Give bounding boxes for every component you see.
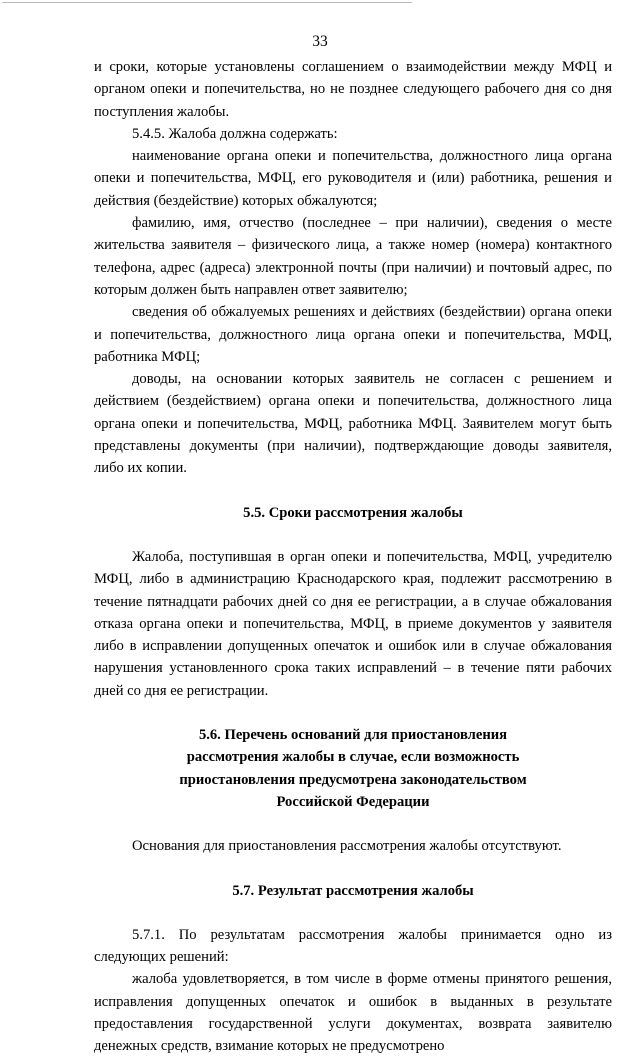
paragraph-item-appealed-decisions: сведения об обжалуемых решениях и действиях (бездействии) органа опеки и попечительства, должностного лица органа опеки и попечительства, МФЦ, работника МФЦ; bbox=[94, 304, 612, 365]
section-heading-5-6-line-4: Российской Федерации bbox=[276, 793, 430, 810]
section-heading-5-5: 5.5. Сроки рассмотрения жалобы bbox=[243, 504, 463, 521]
section-heading-5-6 bbox=[94, 724, 612, 813]
paragraph-review-terms: Жалоба, поступившая в орган опеки и попечительства, МФЦ, учредителю МФЦ, либо в администрацию Краснодарского края, подлежит рассмотрению в течение пятнадцати рабочих дней со дня ее регистрации, а в случае обжалования отказа органа опеки и попечительства, МФЦ, в приеме документов у заявителя либо в исправлении допущенных опечаток и ошибок или в случае обжалования нарушения установленного срока таких исправлений – в течение пяти рабочих дней со дня ее регистрации. bbox=[94, 548, 612, 699]
page-number: 33 bbox=[312, 33, 328, 50]
paragraph-item-arguments: доводы, на основании которых заявитель не согласен с решением и действием (бездействием) органа опеки и попечительства, должностного лица органа опеки и попечительства, МФЦ, работника МФЦ. Заявителем могут быть представлены документы (при наличии), подтверждающие доводы заявителя, либо их копии. bbox=[94, 371, 612, 477]
section-heading-5-7: 5.7. Результат рассмотрения жалобы bbox=[232, 882, 474, 899]
scan-top-edge-line bbox=[2, 2, 412, 3]
paragraph-5-4-5: 5.4.5. Жалоба должна содержать: bbox=[132, 125, 338, 142]
paragraph-item-name: наименование органа опеки и попечительства, должностного лица органа опеки и попечительства, МФЦ, его руководителя и (или) работника, решения и действия (бездействие) которых обжалуются; bbox=[94, 148, 612, 209]
paragraph-complaint-satisfied: жалоба удовлетворяется, в том числе в форме отмены принятого решения, исправления допущенных опечаток и ошибок в выданных в результате предоставления государственной услуги документах, возврата заявителю денежных средств, взимание которых не предусмотрено bbox=[94, 971, 612, 1055]
section-heading-5-6-line-1: 5.6. Перечень оснований для приостановления bbox=[198, 727, 508, 744]
paragraph-item-applicant-info: фамилию, имя, отчество (последнее – при наличии), сведения о месте жительства заявителя – физического лица, а также номер (номера) контактного телефона, адрес (адреса) электронной почты (при наличии) и почтовый адрес, по которым должен быть направлен ответ заявителю; bbox=[94, 215, 612, 298]
section-heading-5-6-line-2: рассмотрения жалобы в случае, если возможность bbox=[186, 749, 520, 766]
paragraph-no-suspension: Основания для приостановления рассмотрения жалобы отсутствуют. bbox=[132, 838, 562, 855]
section-heading-5-6-line-3: приостановления предусмотрена законодательством bbox=[179, 771, 527, 788]
document-body bbox=[94, 56, 612, 1058]
paragraph-5-7-1: 5.7.1. По результатам рассмотрения жалобы принимается одно из следующих решений: bbox=[94, 926, 612, 966]
paragraph-continuation: и сроки, которые установлены соглашением о взаимодействии между МФЦ и органом опеки и попечительства, но не позднее следующего рабочего дня со дня поступления жалобы. bbox=[94, 59, 612, 120]
